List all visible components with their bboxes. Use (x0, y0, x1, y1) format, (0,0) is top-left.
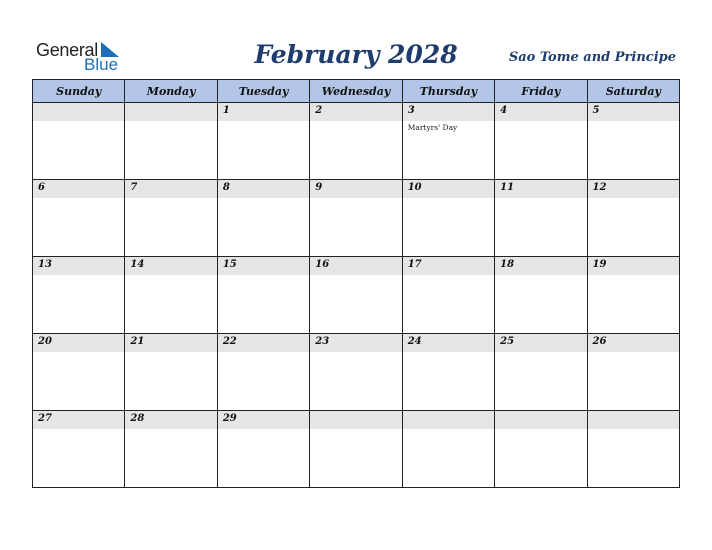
day-cell (587, 257, 679, 334)
week-row (33, 411, 680, 488)
logo-word-blue: Blue (84, 55, 119, 74)
day-cell (310, 334, 402, 411)
day-cell (217, 257, 309, 334)
logo-word-general: General (36, 40, 98, 60)
day-cell (310, 103, 402, 180)
day-cell (217, 103, 309, 180)
day-number: 18 (500, 259, 515, 270)
day-cell (33, 411, 125, 488)
day-cell (310, 257, 402, 334)
day-number: 12 (592, 182, 607, 193)
day-cell (33, 257, 125, 334)
weekday-header: Friday (495, 80, 587, 103)
day-cell (495, 334, 587, 411)
weekday-header: Sunday (33, 80, 125, 103)
day-cell (217, 180, 309, 257)
day-cell (587, 334, 679, 411)
day-number: 8 (222, 182, 230, 193)
weekday-header: Saturday (587, 80, 679, 103)
calendar-grid (32, 79, 680, 488)
generalblue-logo (36, 40, 136, 74)
day-cell (125, 180, 217, 257)
day-number: 15 (222, 259, 237, 270)
day-number: 29 (222, 413, 237, 424)
weekday-header-row (33, 80, 680, 103)
day-number: 7 (130, 182, 138, 193)
day-cell (125, 103, 217, 180)
day-cell (495, 257, 587, 334)
day-number: 1 (222, 105, 230, 116)
day-number: 23 (315, 336, 330, 347)
week-row (33, 334, 680, 411)
day-number: 4 (500, 105, 508, 116)
day-cell (402, 180, 494, 257)
weekday-header: Monday (125, 80, 217, 103)
day-cell (217, 334, 309, 411)
day-cell (125, 257, 217, 334)
day-cell (33, 334, 125, 411)
day-number: 10 (407, 182, 422, 193)
day-number: 19 (592, 259, 607, 270)
day-number: 13 (38, 259, 52, 270)
weekday-header: Tuesday (217, 80, 309, 103)
day-number: 26 (592, 336, 607, 347)
day-number: 2 (315, 105, 323, 116)
day-number: 9 (315, 182, 323, 193)
day-cell (33, 180, 125, 257)
day-number: 16 (315, 259, 330, 270)
day-cell (33, 103, 125, 180)
day-cell (587, 411, 679, 488)
day-cell (217, 411, 309, 488)
day-cell (310, 180, 402, 257)
day-number: 17 (407, 259, 422, 270)
day-cell (495, 180, 587, 257)
calendar-title: February 2028 (254, 40, 458, 69)
day-cell (402, 334, 494, 411)
day-number: 27 (38, 413, 52, 424)
day-cell (587, 180, 679, 257)
day-number: 21 (130, 336, 145, 347)
day-cell (495, 103, 587, 180)
weekday-header: Wednesday (310, 80, 402, 103)
day-cell (495, 411, 587, 488)
day-number: 22 (222, 336, 237, 347)
day-cell (402, 411, 494, 488)
day-number: 14 (130, 259, 145, 270)
day-cell (125, 334, 217, 411)
day-number: 11 (500, 182, 515, 193)
holiday-label: Martyrs' Day (407, 123, 458, 132)
day-number: 24 (407, 336, 422, 347)
day-cell (310, 411, 402, 488)
week-row (33, 103, 680, 180)
day-number: 3 (407, 105, 415, 116)
day-cell (402, 103, 494, 180)
day-cell (125, 411, 217, 488)
weekday-header: Thursday (402, 80, 494, 103)
day-number: 20 (38, 336, 52, 347)
day-number: 28 (130, 413, 145, 424)
week-row (33, 180, 680, 257)
day-cell (587, 103, 679, 180)
country-name: Sao Tome and Principe (508, 50, 676, 65)
day-number: 25 (500, 336, 515, 347)
day-number: 5 (592, 105, 600, 116)
week-row (33, 257, 680, 334)
day-cell (402, 257, 494, 334)
day-number: 6 (38, 182, 45, 193)
